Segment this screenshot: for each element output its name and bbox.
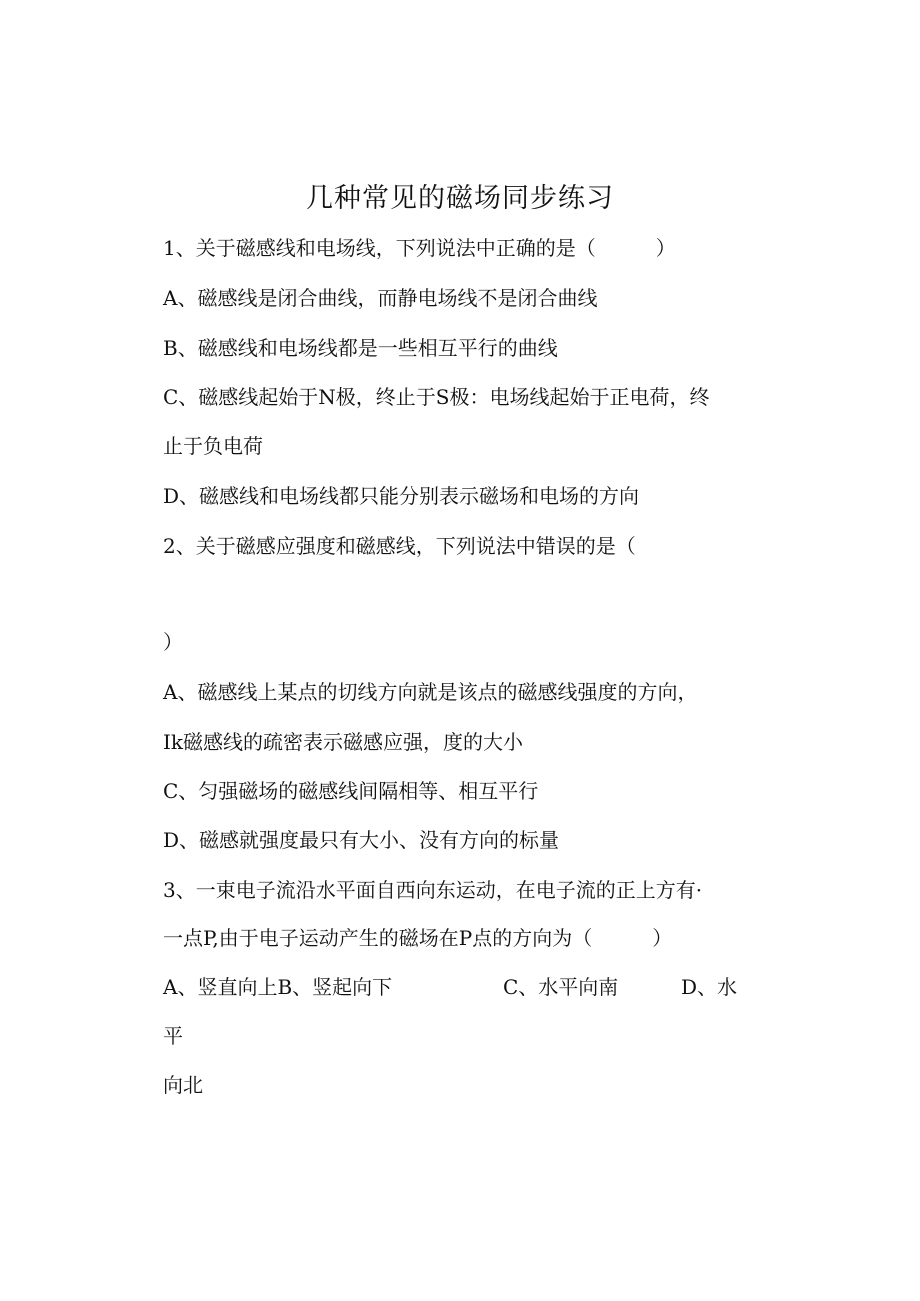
question-1-stem: 1、关于磁感线和电场线，下列说法中正确的是（ ） xyxy=(163,236,676,260)
question-3-option-d: D、水 xyxy=(681,975,738,999)
question-1-option-c-continued: 止于负电荷 xyxy=(163,434,263,458)
question-2-closing-paren: ） xyxy=(163,630,183,654)
question-3-option-c: C、水平向南 xyxy=(503,975,619,999)
question-1-option-c: C、磁感线起始于N极，终止于S极：电场线起始于正电荷，终 xyxy=(163,385,710,409)
question-3-option-d-end: 向北 xyxy=(163,1073,203,1097)
question-2-option-a: A、磁感线上某点的切线方向就是该点的磁感线强度的方向， xyxy=(163,680,698,704)
question-2-option-b: Ik磁感线的疏密表示磁感应强，度的大小 xyxy=(163,730,524,754)
question-3-option-d-continued: 平 xyxy=(163,1024,183,1048)
question-3-stem-continued: 一点P,由于电子运动产生的磁场在P点的方向为（ ） xyxy=(163,926,673,950)
question-3-stem: 3、一束电子流沿水平面自西向东运动，在电子流的正上方有· xyxy=(163,878,703,902)
question-2-option-c: C、匀强磁场的磁感线间隔相等、相互平行 xyxy=(163,779,539,803)
question-1-option-b: B、磁感线和电场线都是一些相互平行的曲线 xyxy=(163,336,558,360)
page-title: 几种常见的磁场同步练习 xyxy=(306,183,614,214)
question-3-options-a-b: A、竖直向上B、竖起向下 xyxy=(163,975,393,999)
question-2-option-d: D、磁感就强度最只有大小、没有方向的标量 xyxy=(163,828,560,852)
question-1-option-d: D、磁感线和电场线都只能分别表示磁场和电场的方向 xyxy=(163,484,640,508)
question-2-stem: 2、关于磁感应强度和磁感线，下列说法中错误的是（ xyxy=(163,534,636,558)
question-1-option-a: A、磁感线是闭合曲线，而静电场线不是闭合曲线 xyxy=(163,286,598,310)
